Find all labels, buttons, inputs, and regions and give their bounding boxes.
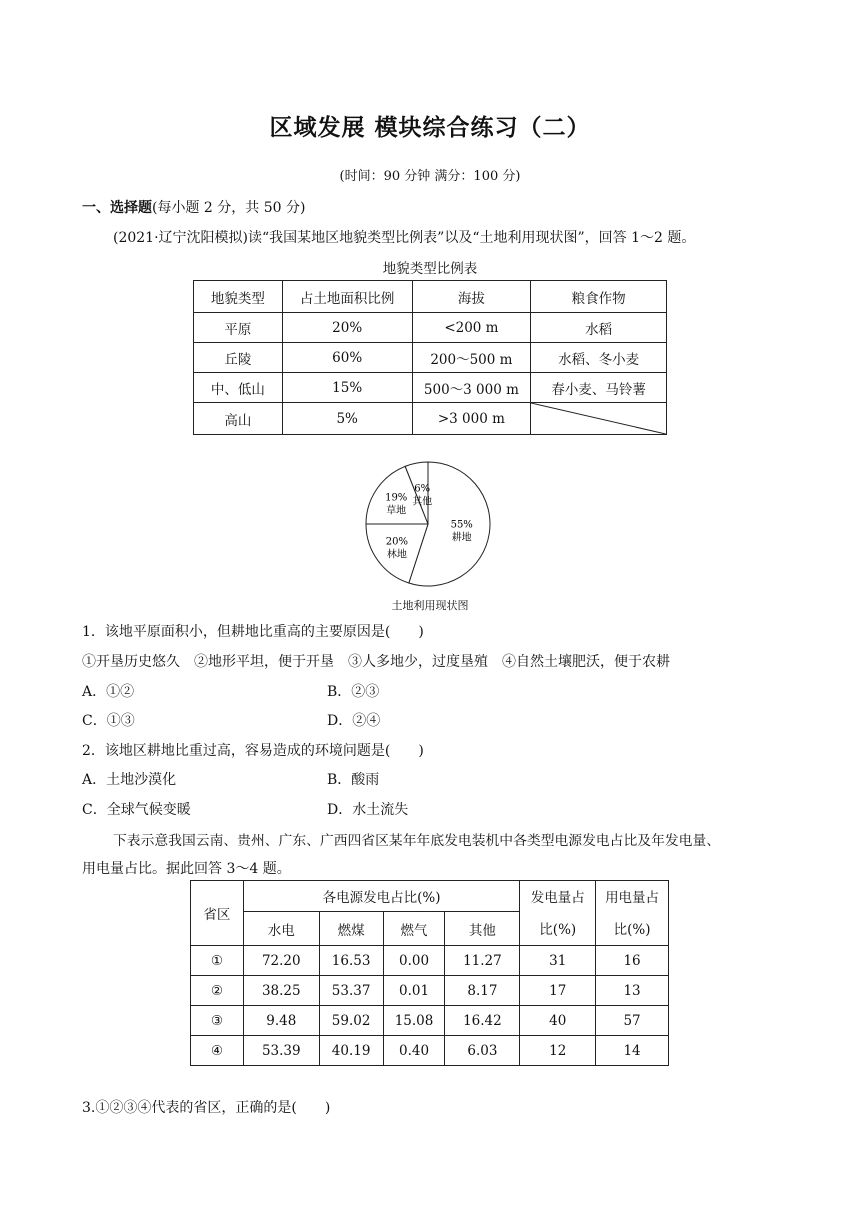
table-cell: 0.00 [383, 946, 445, 976]
pie-category-label: 林地 [386, 549, 407, 561]
table-header-row [194, 281, 667, 313]
q1-option-d[interactable]: D．②④ [327, 713, 381, 729]
table-row [191, 1006, 669, 1036]
table-cell: ② [191, 976, 244, 1006]
q1-option-c[interactable]: C．①③ [82, 713, 135, 729]
power-generation-table [190, 880, 669, 1066]
table-cell: 春小麦、马铃薯 [531, 373, 667, 403]
q2-option-d[interactable]: D．水土流失 [327, 802, 409, 818]
table-cell: 高山 [194, 403, 283, 435]
table-cell: 中、低山 [194, 373, 283, 403]
land-use-pie-chart [360, 458, 500, 593]
table-cell: 13 [596, 976, 669, 1006]
pie-value-label: 20% [385, 536, 409, 548]
consumption-share-header-bottom: 比(%) [596, 912, 669, 946]
question-2-stem: 2．该地区耕地比重过高，容易造成的环境问题是( ) [82, 743, 424, 759]
table-header-cell: 燃气 [383, 912, 445, 946]
table-cell: ③ [191, 1006, 244, 1036]
table-cell: 水稻 [531, 313, 667, 343]
generation-share-header-bottom: 比(%) [520, 912, 596, 946]
table-cell: ④ [191, 1036, 244, 1066]
table-header-cell: 海拔 [412, 281, 531, 313]
table-cell: 0.40 [383, 1036, 445, 1066]
pie-value-label: 55% [450, 519, 473, 531]
table-cell: 16.53 [319, 946, 383, 976]
table-row [194, 373, 667, 403]
q1-option-b[interactable]: B．②③ [327, 684, 380, 700]
table-cell: 60% [282, 343, 412, 373]
table-cell: >3 000 m [412, 403, 531, 435]
table-cell: <200 m [412, 313, 531, 343]
intro-paragraph-2-line-2: 用电量占比。据此回答 3～4 题。 [82, 861, 291, 877]
table-cell: 0.01 [383, 976, 445, 1006]
section-note: (每小题 2 分，共 50 分) [152, 200, 306, 216]
chart-title: 土地利用现状图 [391, 599, 469, 612]
table-header-row [191, 881, 669, 912]
table-cell: 38.25 [243, 976, 319, 1006]
table-cell: 14 [596, 1036, 669, 1066]
q1-option-a[interactable]: A．①② [82, 684, 135, 700]
table-cell: 53.39 [243, 1036, 319, 1066]
table-cell: 200～500 m [412, 343, 531, 373]
table-cell: 丘陵 [194, 343, 283, 373]
table-cell: 9.48 [243, 1006, 319, 1036]
landform-table [193, 280, 667, 435]
table-header-cell: 粮食作物 [531, 281, 667, 313]
table-cell: 53.37 [319, 976, 383, 1006]
diagonal-line [531, 403, 666, 434]
table-cell: 500～3 000 m [412, 373, 531, 403]
table-header-cell: 水电 [243, 912, 319, 946]
question-3-stem: 3.①②③④代表的省区，正确的是( ) [82, 1100, 331, 1116]
table-cell: 水稻、冬小麦 [531, 343, 667, 373]
table-header-cell: 燃煤 [319, 912, 383, 946]
table-cell: 15% [282, 373, 412, 403]
table-cell: 40 [520, 1006, 596, 1036]
generation-share-header-top: 发电量占 [520, 881, 596, 912]
exam-info: (时间：90 分钟 满分：100 分) [339, 169, 521, 184]
pie-category-label: 耕地 [451, 532, 472, 544]
table-cell: 40.19 [319, 1036, 383, 1066]
section-title: 一、选择题 [82, 200, 152, 216]
question-1-stem: 1．该地平原面积小，但耕地比重高的主要原因是( ) [82, 624, 424, 640]
table-cell: 16 [596, 946, 669, 976]
table-cell: 16.42 [445, 1006, 520, 1036]
table-header-cell: 占土地面积比例 [282, 281, 412, 313]
diagonal-empty-cell [531, 403, 667, 435]
table-row [194, 403, 667, 435]
q2-option-c[interactable]: C．全球气候变暖 [82, 802, 191, 818]
q2-option-b[interactable]: B．酸雨 [327, 772, 380, 788]
table-cell: 5% [282, 403, 412, 435]
region-header: 省区 [191, 881, 244, 946]
consumption-share-header-top: 用电量占 [596, 881, 669, 912]
pie-category-label: 草地 [386, 505, 407, 517]
table-cell: 59.02 [319, 1006, 383, 1036]
section-heading [82, 197, 305, 217]
page-title: 区域发展 模块综合练习（二） [269, 115, 591, 141]
question-1-statements: ①开垦历史悠久 ②地形平坦，便于开垦 ③人多地少，过度垦殖 ④自然土壤肥沃，便于农耕 [82, 654, 670, 670]
table-cell: ① [191, 946, 244, 976]
intro-paragraph-1: (2021·辽宁沈阳模拟)读“我国某地区地貌类型比例表”以及“土地利用现状图”，回答 1～2 题。 [113, 230, 696, 246]
pie-category-label: 其他 [412, 496, 433, 508]
table1-caption: 地貌类型比例表 [382, 261, 478, 277]
source-share-header: 各电源发电占比(%) [243, 881, 520, 912]
table-cell: 72.20 [243, 946, 319, 976]
pie-value-label: 19% [385, 492, 408, 504]
table-row [191, 1036, 669, 1066]
table-row [194, 343, 667, 373]
table-cell: 17 [520, 976, 596, 1006]
table-subheader-row [191, 912, 669, 946]
table-cell: 20% [282, 313, 412, 343]
table-header-cell: 其他 [445, 912, 520, 946]
table-cell: 11.27 [445, 946, 520, 976]
q2-option-a[interactable]: A．土地沙漠化 [82, 772, 177, 788]
pie-value-label: 6% [414, 483, 431, 495]
table-header-cell: 地貌类型 [194, 281, 283, 313]
table-row [191, 976, 669, 1006]
table-cell: 57 [596, 1006, 669, 1036]
table-cell: 8.17 [445, 976, 520, 1006]
table-cell: 平原 [194, 313, 283, 343]
intro-paragraph-2-line-1: 下表示意我国云南、贵州、广东、广西四省区某年年底发电装机中各类型电源发电占比及年发电量、 [113, 833, 721, 849]
table-cell: 12 [520, 1036, 596, 1066]
table-row [194, 313, 667, 343]
table-cell: 31 [520, 946, 596, 976]
table-row [191, 946, 669, 976]
table-cell: 6.03 [445, 1036, 520, 1066]
table-cell: 15.08 [383, 1006, 445, 1036]
